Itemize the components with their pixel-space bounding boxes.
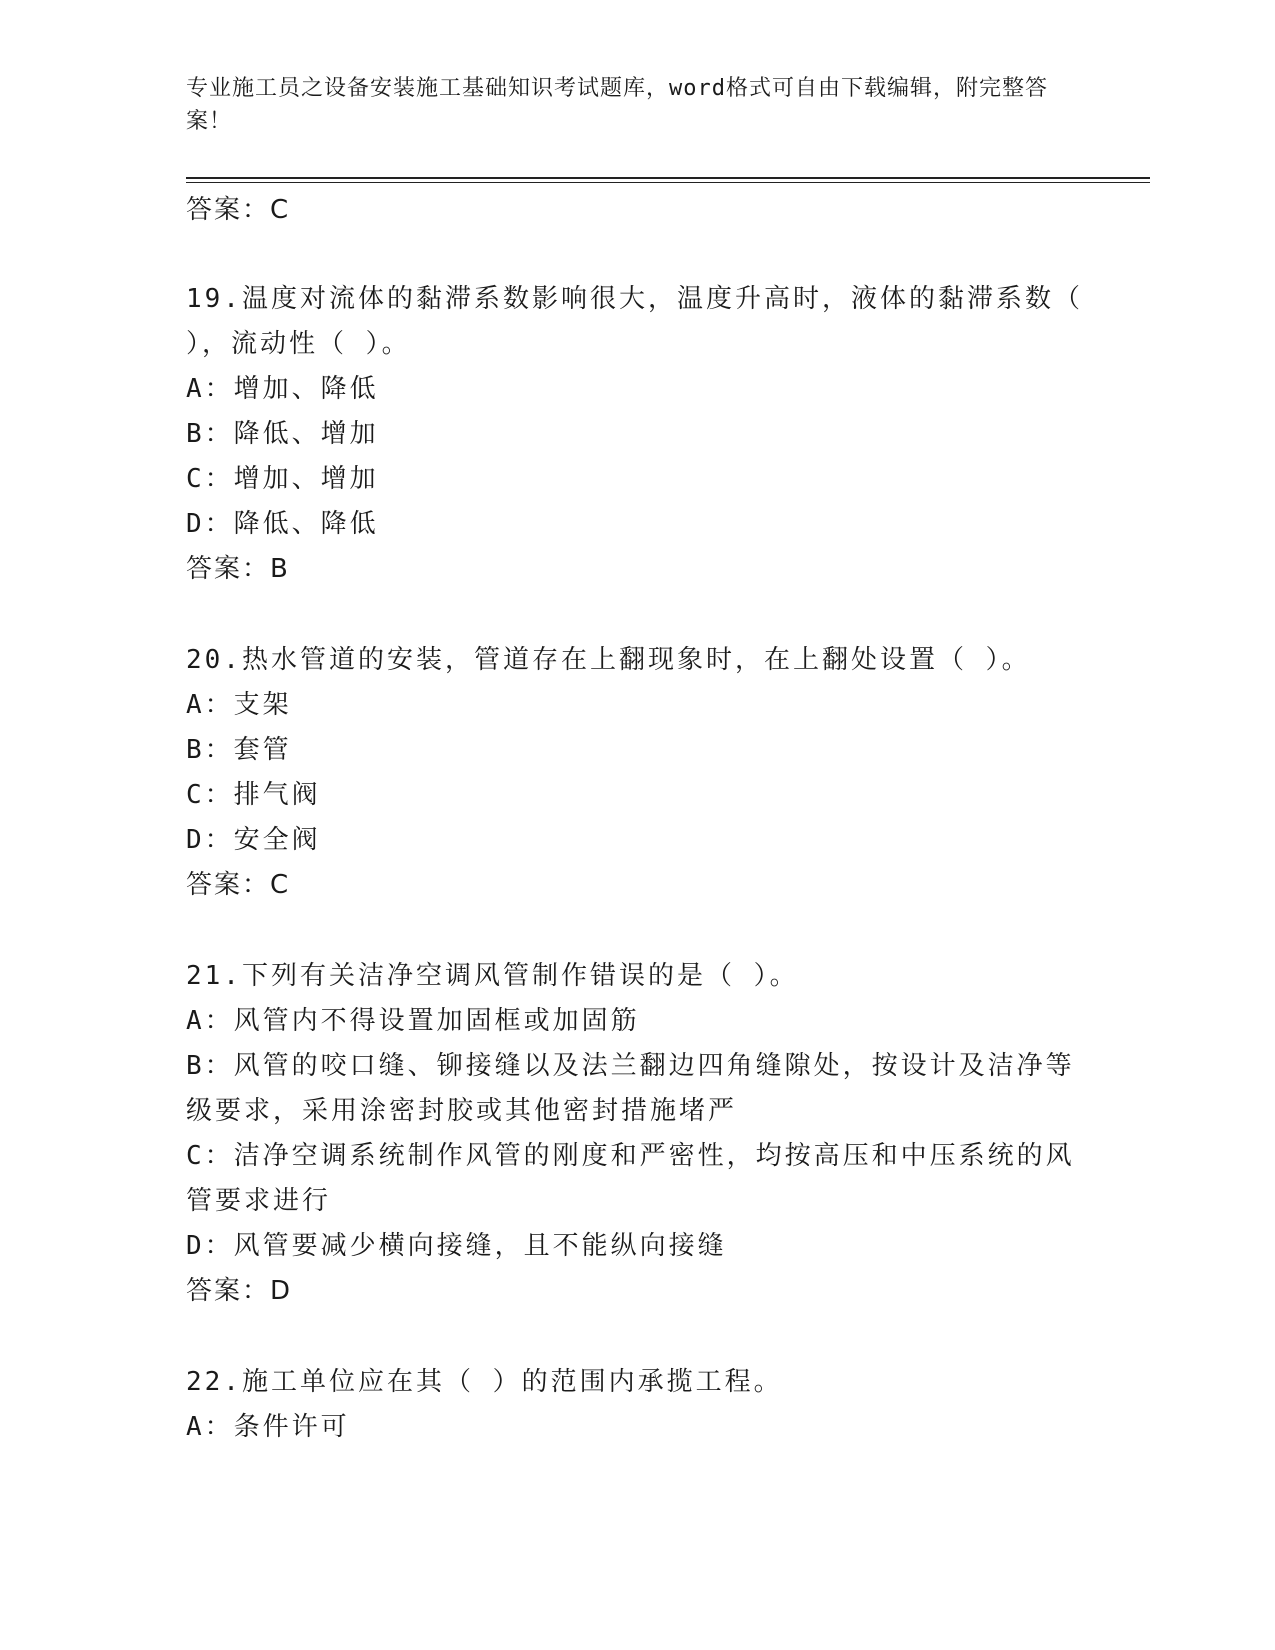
question-list xyxy=(186,188,1102,1450)
question-block xyxy=(186,638,1086,908)
option-b: B：套管 xyxy=(186,735,292,765)
question-stem: 21.下列有关洁净空调风管制作错误的是（ ）。 xyxy=(186,961,799,991)
option-a: A：增加、降低 xyxy=(186,374,379,404)
document-header: 专业施工员之设备安装施工基础知识考试题库，word格式可自由下载编辑，附完整答案！ xyxy=(186,76,1048,134)
option-c: C：增加、增加 xyxy=(186,464,379,494)
question-stem: 22.施工单位应在其（ ）的范围内承揽工程。 xyxy=(186,1367,783,1397)
header-divider-thick xyxy=(186,177,1150,179)
answer-line: 答案：B xyxy=(186,554,290,584)
option-b: B：风管的咬口缝、铆接缝以及法兰翻边四角缝隙处，按设计及洁净等级要求，采用涂密封胶或其他密封措施堵严 xyxy=(186,1051,1075,1126)
option-d: D：安全阀 xyxy=(186,825,321,855)
answer-line: 答案：C xyxy=(186,870,291,900)
question-block xyxy=(186,277,1102,592)
option-b: B：降低、增加 xyxy=(186,419,379,449)
option-a: A：支架 xyxy=(186,690,292,720)
question-stem: 19.温度对流体的黏滞系数影响很大，温度升高时，液体的黏滞系数（ ），流动性（ ）。 xyxy=(186,284,1102,359)
answer-line: 答案：C xyxy=(186,195,291,225)
option-d: D：风管要减少横向接缝，且不能纵向接缝 xyxy=(186,1231,727,1261)
question-stem: 20.热水管道的安装，管道存在上翻现象时，在上翻处设置（ ）。 xyxy=(186,645,1031,675)
question-block xyxy=(186,954,1086,1314)
header-divider-thin xyxy=(186,182,1150,183)
option-c: C：排气阀 xyxy=(186,780,321,810)
option-a: A：风管内不得设置加固框或加固筋 xyxy=(186,1006,640,1036)
question-block xyxy=(186,1360,1086,1450)
answer-line: 答案：D xyxy=(186,1276,293,1306)
option-a: A：条件许可 xyxy=(186,1412,350,1442)
option-d: D：降低、降低 xyxy=(186,509,379,539)
option-c: C：洁净空调系统制作风管的刚度和严密性，均按高压和中压系统的风管要求进行 xyxy=(186,1141,1075,1216)
